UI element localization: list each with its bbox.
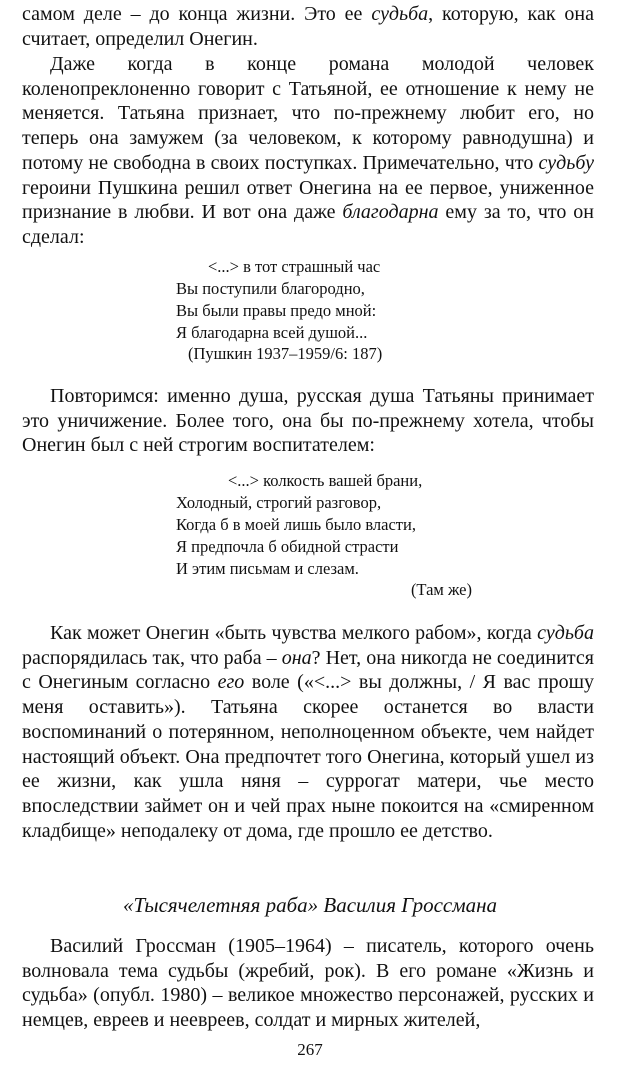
citation-2: (Там же) <box>410 580 472 599</box>
poem-quote-2 <box>176 470 422 580</box>
poem1-line: <...> в тот страшный час <box>208 257 381 276</box>
citation-1: (Пушкин 1937–1959/6: 187) <box>188 344 383 363</box>
paragraph-1 <box>22 2 594 51</box>
poem2-line: Когда б в моей лишь было власти, <box>176 515 416 534</box>
text-run: Василий Гроссман (1905–1964) – писатель, которого очень волновала тема судьбы (жребий, рок). В его романе «Жизнь и судьба» (опубл. 1980) – великое множество персонажей, русских и немцев, евреев и неевреев, солдат и мирных жителей, <box>22 935 594 1032</box>
text-run: распорядилась так, что раба – <box>22 646 282 669</box>
text-run: героини Пушкина решил ответ Онегина на ее первое, униженное признание в любви. И вот она даже <box>22 176 594 224</box>
poem2-line: Холодный, строгий разговор, <box>176 493 382 512</box>
poem-quote-1 <box>176 256 380 344</box>
paragraph-2 <box>22 52 594 250</box>
text-run: Даже когда в конце романа молодой человек коленопреклоненно говорит с Татьяной, ее отношение к нему не меняется. Татьяна признает, что по-прежнему любит его, но теперь она замужем (за человеком, к которому равнодушна) и потому не свободна в своих поступках. Примечательно, что <box>22 53 594 174</box>
text-run: Повторимся: именно душа, русская душа Татьяны принимает это уничижение. Более того, она бы по-прежнему хотела, чтобы Онегин был с ней строгим воспитателем: <box>22 385 594 457</box>
text-run: Как может Онегин «быть чувства мелкого рабом», когда <box>50 622 538 644</box>
italic-run: его <box>217 671 245 694</box>
italic-run: судьба <box>371 3 429 25</box>
poem1-line: Вы поступили благородно, <box>176 279 365 298</box>
poem2-line: И этим письмам и слезам. <box>176 559 359 578</box>
italic-run: судьбу <box>538 151 594 174</box>
paragraph-3 <box>22 384 594 458</box>
poem1-line: Я благодарна всей душой... <box>176 323 368 342</box>
italic-run: судьба <box>537 622 594 644</box>
poem2-line: <...> колкость вашей брани, <box>228 471 423 490</box>
text-run: воле («<...> вы должны, / Я вас прошу меня оставить»). Татьяна скорее останется во власти воспоминаний о потерянном, неполноценном объекте, чем найдет настоящий объект. Она предпочтет того Онегина, который ушел из ее жизни, как ушла няня – суррогат матери, чье место впоследствии займет он и чей прах ныне покоится на «смиренном кладбище» неподалеку от дома, где прошло ее детство. <box>22 671 594 842</box>
text-run: ему за то, что он сделал: <box>22 201 595 248</box>
poem2-line: Я предпочла б обидной страсти <box>176 537 399 556</box>
text-run: самом деле – до конца жизни. Это ее <box>22 3 372 25</box>
page-number: 267 <box>297 1040 323 1059</box>
text-run: ? Нет, она никогда не соединится с Онегиным согласно <box>22 646 594 694</box>
italic-run: благодарна <box>342 201 439 224</box>
paragraph-5 <box>22 934 594 1033</box>
section-heading: «Тысячелетняя раба» Василия Гроссмана <box>122 893 498 917</box>
paragraph-4 <box>22 621 594 843</box>
text-run: , которую, как она считает, определил Онегин. <box>22 3 594 50</box>
italic-run: она <box>281 646 312 669</box>
poem1-line: Вы были правы предо мной: <box>176 301 377 320</box>
